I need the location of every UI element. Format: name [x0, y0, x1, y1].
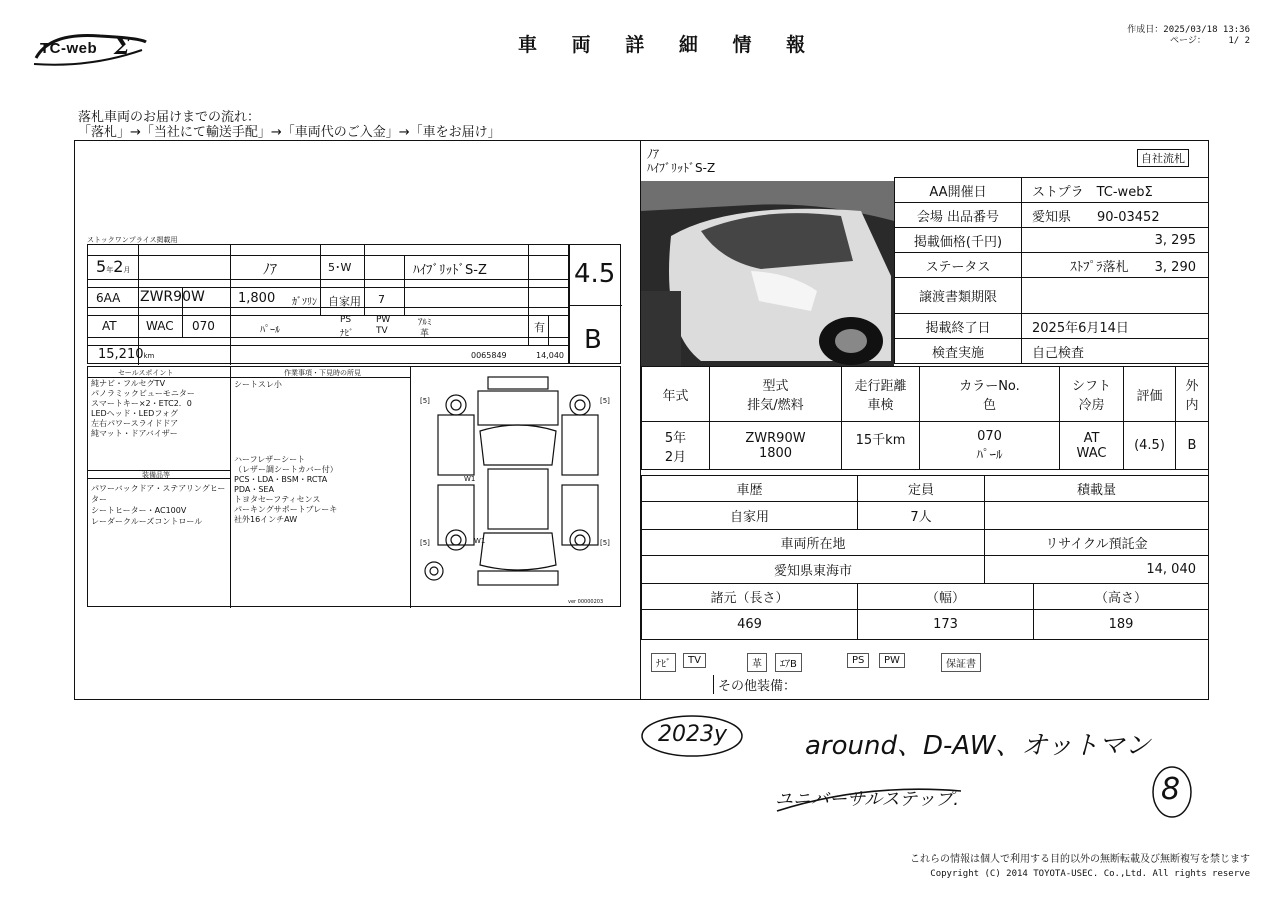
- info-dimensions-table: [641, 583, 1209, 640]
- info-location-table: [641, 529, 1209, 584]
- tag-leather: 革: [747, 653, 767, 672]
- info-summary-table: [894, 177, 1209, 364]
- capacity-value: 7人: [858, 502, 985, 530]
- footer-notice: これらの情報は個人で利用する目的以外の無断転載及び無断複写を禁じます: [910, 854, 1250, 865]
- sheet-ari: 有: [534, 321, 545, 334]
- spec-head-color: カラーNo. 色: [920, 367, 1060, 422]
- sheet-version: ver 00000203: [568, 599, 604, 605]
- sheet-model: ﾉｱ: [263, 262, 277, 278]
- spec-shift: AT WAC: [1060, 422, 1124, 470]
- spec-mileage: 15千km: [842, 422, 920, 470]
- sheet-displacement: 1,800: [238, 291, 276, 306]
- height-value: 189: [1034, 610, 1209, 640]
- sheet-pw: PW: [376, 315, 391, 325]
- spec-ext: B: [1176, 422, 1209, 470]
- spec-head-type: 型式 排気/燃料: [710, 367, 842, 422]
- info-history-table: [641, 475, 1209, 530]
- vehicle-info-panel: [640, 140, 1209, 700]
- sheet-usage: 自家用: [328, 295, 361, 308]
- info-value-inspection: 自己検査: [1022, 339, 1209, 364]
- info-label-aa: AA開催日: [895, 178, 1022, 203]
- sheet-year: 5年2月: [96, 257, 131, 276]
- tag-tv: TV: [683, 653, 706, 668]
- sheet-color-name: ﾊﾟｰﾙ: [260, 325, 280, 336]
- sheet-aw: ｱﾙﾐ: [418, 318, 432, 328]
- sheet-interior-grade: B: [584, 325, 602, 355]
- info-label-lot: 会場 出品番号: [895, 203, 1022, 228]
- sheet-lower: [87, 366, 621, 607]
- sheet-doors: 5･W: [328, 261, 352, 274]
- sheet-model-code: ZWR90W: [140, 289, 205, 305]
- recycle-label: リサイクル預託金: [985, 530, 1209, 556]
- handwritten-year: 2023y: [640, 712, 750, 760]
- info-label-inspection: 検査実施: [895, 339, 1022, 364]
- score-box: [569, 244, 621, 364]
- sheet-serial: 0065849: [471, 351, 507, 360]
- tag-warranty: 保証書: [941, 653, 981, 672]
- tag-pw: PW: [879, 653, 905, 668]
- page-number: ページ： 1/ 2: [1170, 36, 1250, 46]
- sheet-recycle: 14,040: [536, 351, 564, 360]
- notes-top: シートスレ小: [234, 380, 282, 389]
- sheet-brand-note: ストックワンプライス掲載用: [87, 236, 178, 244]
- sheet-aircon: WAC: [146, 319, 174, 333]
- length-label: 諸元（長さ）: [642, 584, 858, 610]
- tag-navi: ﾅﾋﾞ: [651, 653, 676, 672]
- recycle-value: 14, 040: [985, 556, 1209, 584]
- width-value: 173: [858, 610, 1034, 640]
- sheet-ps: PS: [340, 315, 352, 325]
- handwritten-number: 8: [1150, 764, 1194, 820]
- sheet-tv: TV: [376, 326, 388, 336]
- mark-front-left: [5]: [420, 397, 430, 405]
- spec-head-ext: 外 内: [1176, 367, 1209, 422]
- tc-web-logo: [30, 28, 150, 70]
- mark-front-right: [5]: [600, 397, 610, 405]
- info-model: ﾉｱ: [647, 147, 660, 161]
- page-footer: [910, 853, 1250, 881]
- info-label-end-date: 掲載終了日: [895, 314, 1022, 339]
- info-value-end-date: 2025年6月14日: [1022, 314, 1209, 339]
- equipment-list: パワーバックドア・ステアリングヒーター シートヒーター・AC100V レーダークルーズコントロール: [91, 484, 226, 526]
- sheet-grade: ﾊｲﾌﾞﾘｯﾄﾞS-Z: [413, 263, 487, 278]
- spec-eval: (4.5): [1124, 422, 1176, 470]
- page-title: 車 両 詳 細 情 報: [518, 34, 820, 56]
- spec-head-shift: シフト 冷房: [1060, 367, 1124, 422]
- logo-text: TC-web: [40, 40, 98, 57]
- location-value: 愛知県東海市: [642, 556, 985, 584]
- flow-steps: 「落札」→「当社にて輸送手配」→「車両代のご入金」→「車をお届け」: [78, 125, 501, 140]
- width-label: （幅）: [858, 584, 1034, 610]
- info-label-docs: 譲渡書類期限: [895, 278, 1022, 314]
- load-value: [985, 502, 1209, 530]
- sheet-kawa: 革: [420, 329, 430, 339]
- created-date: 作成日：2025/03/18 13:36: [1127, 25, 1250, 35]
- spec-head-eval: 評価: [1124, 367, 1176, 422]
- vehicle-photo: [641, 181, 894, 366]
- sheet-mileage: 15,210km: [98, 347, 155, 362]
- equip-title: 装備品等: [142, 471, 170, 479]
- delivery-flow: [78, 110, 501, 140]
- notes-title: 作業事項・下見時の所見: [284, 369, 361, 377]
- mark-w1-side: W1: [464, 475, 476, 483]
- sheet-trans: AT: [102, 319, 117, 333]
- mark-rear-left: [5]: [420, 539, 430, 547]
- info-grade: ﾊｲﾌﾞﾘｯﾄﾞS-Z: [647, 161, 716, 175]
- length-value: 469: [642, 610, 858, 640]
- handwritten-struck-note: ユニバーサルステップ.: [775, 785, 959, 811]
- sheet-navi: ﾅﾋﾞ: [340, 329, 354, 339]
- footer-copyright: Copyright (C) 2014 TOYOTA-USEC. Co.,Ltd. All rights reserve: [930, 869, 1250, 879]
- other-equipment-label: その他装備：: [713, 675, 796, 694]
- info-value-aa: ストプラ TC-webΣ: [1022, 178, 1209, 203]
- flow-heading: 落札車両のお届けまでの流れ：: [78, 110, 261, 125]
- mark-w1-rear: W1: [474, 537, 486, 545]
- tag-ps: PS: [847, 653, 869, 668]
- load-label: 積載量: [985, 476, 1209, 502]
- info-spec-table: [641, 366, 1209, 470]
- info-value-docs: [1022, 278, 1209, 314]
- page-meta: [1127, 25, 1250, 47]
- spec-year: 5年 2月: [642, 422, 710, 470]
- sheet-model-prefix: 6AA: [96, 291, 121, 305]
- history-label: 車歴: [642, 476, 858, 502]
- car-damage-diagram: [418, 375, 618, 595]
- auction-sheet: [74, 140, 641, 700]
- logo-sigma: Σ: [114, 34, 130, 60]
- height-label: （高さ）: [1034, 584, 1209, 610]
- location-label: 車両所在地: [642, 530, 985, 556]
- capacity-label: 定員: [858, 476, 985, 502]
- sales-points-list: 純ナビ・フルセグTV パノラミックビューモニター スマートキー×2・ETC2．0 LEDヘッド・LEDフォグ 左右パワースライドドア 純マット・ドアバイザー: [91, 379, 195, 438]
- mark-rear-right: [5]: [600, 539, 610, 547]
- info-value-status: ｽﾄﾌﾟﾗ落札 3, 290: [1022, 253, 1209, 278]
- spec-type: ZWR90W 1800: [710, 422, 842, 470]
- sheet-color-no: 070: [192, 319, 215, 333]
- notes-bottom: ハーフレザーシート （レザー調シートカバー付） PCS・LDA・BSM・RCTA PDA・SEA トヨタセーフティセンス パーキングサポートブレーキ 社外16インチAW: [234, 455, 338, 524]
- info-badge: 自社流札: [1137, 149, 1189, 167]
- sheet-fuel: ｶﾞｿﾘﾝ: [292, 297, 317, 308]
- info-label-status: ステータス: [895, 253, 1022, 278]
- sheet-spec-grid: [87, 244, 569, 364]
- tag-airbag: ｴｱB: [775, 653, 802, 672]
- info-value-lot: 愛知県 90-03452: [1022, 203, 1209, 228]
- handwritten-notes: around、D-AW、オットマン: [805, 731, 1151, 761]
- sheet-capacity: 7: [378, 293, 385, 306]
- sales-points-title: セールスポイント: [118, 369, 174, 377]
- spec-head-year: 年式: [642, 367, 710, 422]
- sheet-score: 4.5: [574, 259, 616, 289]
- info-value-price: 3, 295: [1022, 228, 1209, 253]
- spec-head-mileage: 走行距離 車検: [842, 367, 920, 422]
- info-label-price: 掲載価格(千円): [895, 228, 1022, 253]
- spec-color: 070 ﾊﾟｰﾙ: [920, 422, 1060, 470]
- history-value: 自家用: [642, 502, 858, 530]
